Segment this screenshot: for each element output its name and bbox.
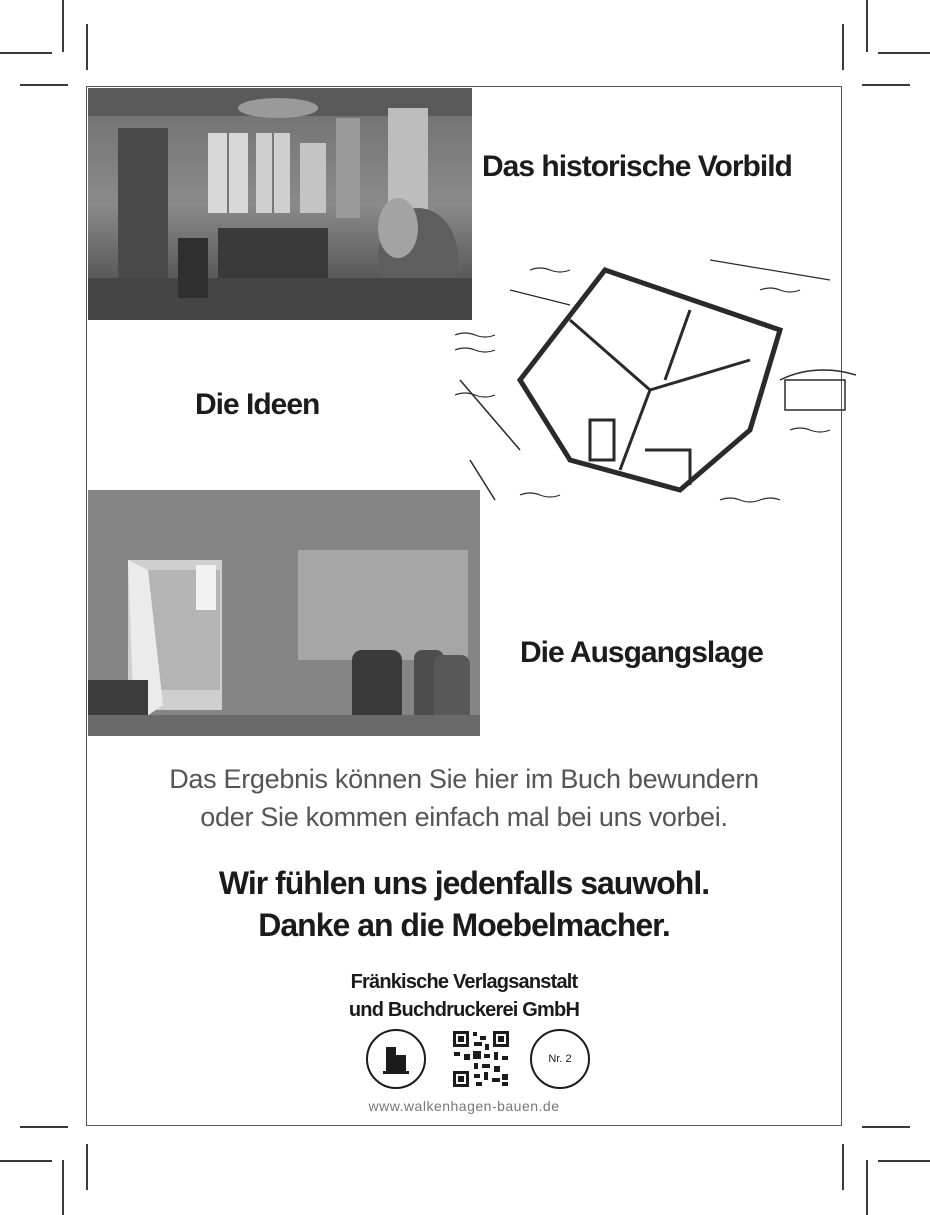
heading-starting-situation: Die Ausgangslage (520, 636, 763, 669)
floor-plan-sketch (450, 250, 856, 540)
heading-ideas: Die Ideen (195, 388, 320, 421)
crop-mark (0, 1160, 52, 1162)
result-text (86, 760, 842, 836)
crop-mark (862, 84, 910, 86)
crop-mark (62, 0, 64, 52)
publisher-line-2: und Buchdruckerei GmbH (348, 999, 580, 1021)
qr-code-icon[interactable] (452, 1030, 510, 1088)
result-text-line-1: Das Ergebnis können Sie hier im Buch bewundern (169, 764, 759, 794)
crop-mark (842, 1144, 844, 1190)
starting-situation-photo (88, 490, 480, 736)
publisher-line-1: Fränkische Verlagsanstalt (350, 971, 578, 993)
crop-mark (866, 0, 868, 52)
edition-badge-label: Nr. 2 (548, 1053, 572, 1065)
crop-mark (0, 52, 52, 54)
result-text-line-2: oder Sie kommen einfach mal bei uns vorbei. (200, 802, 728, 832)
crop-mark (20, 84, 68, 86)
crop-mark (62, 1160, 64, 1215)
crop-mark (20, 1126, 68, 1128)
building-icon (366, 1029, 426, 1089)
crop-mark (862, 1126, 910, 1128)
closing-statement (86, 862, 842, 946)
publisher-name (86, 968, 842, 1024)
closing-line-2: Danke an die Moebelmacher. (258, 907, 670, 943)
crop-mark (878, 1160, 930, 1162)
historic-interior-photo (88, 88, 472, 320)
closing-line-1: Wir fühlen uns jedenfalls sauwohl. (218, 865, 710, 901)
heading-historic-model: Das historische Vorbild (482, 150, 792, 183)
crop-mark (878, 52, 930, 54)
crop-mark (86, 1144, 88, 1190)
website-link[interactable]: www.walkenhagen-bauen.de (368, 1098, 560, 1114)
crop-mark (866, 1160, 868, 1215)
crop-mark (86, 24, 88, 70)
crop-mark (842, 24, 844, 70)
edition-badge (530, 1029, 590, 1089)
